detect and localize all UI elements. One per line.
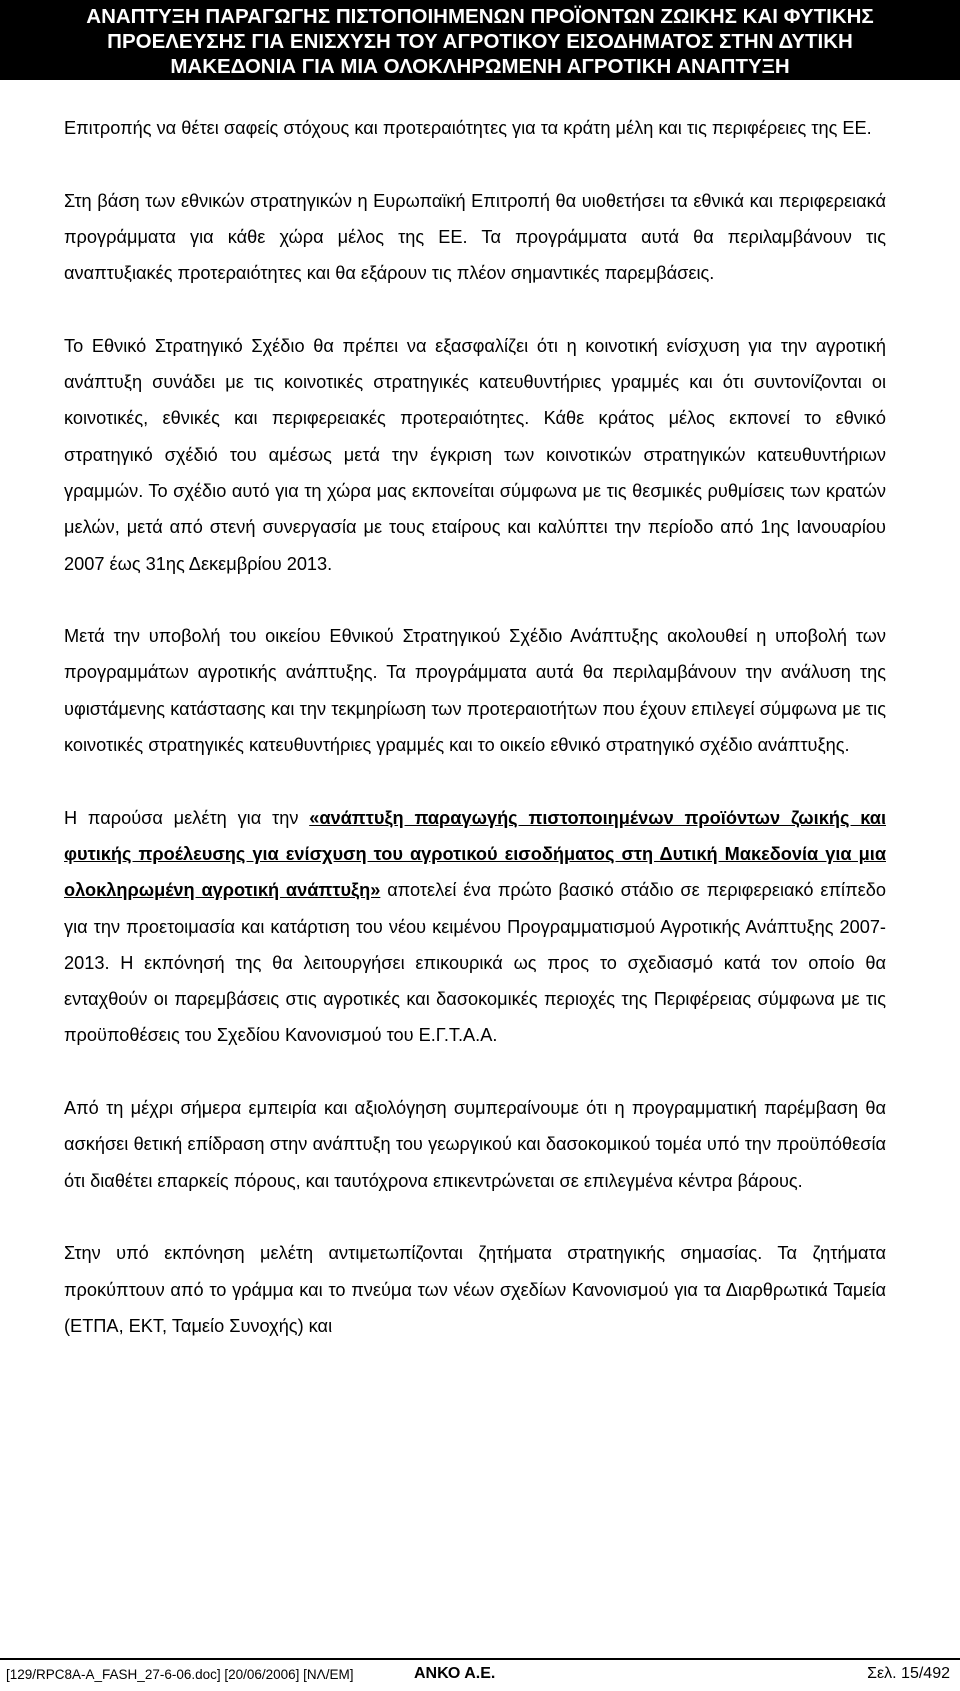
header-title-line-1: ΑΝΑΠΤΥΞΗ ΠΑΡΑΓΩΓΗΣ ΠΙΣΤΟΠΟΙΗΜΕΝΩΝ ΠΡΟΪΟΝΤΩΝ ΖΩΙΚΗΣ ΚΑΙ ΦΥΤΙΚΗΣ [86, 5, 874, 28]
paragraph-1: Επιτροπής να θέτει σαφείς στόχους και προτεραιότητες για τα κράτη μέλη και τις περιφέρειες της ΕΕ. [64, 118, 872, 138]
paragraph-5-intro: Η παρούσα μελέτη για την [64, 807, 310, 828]
document-footer [0, 1661, 960, 1691]
paragraph-5 [64, 800, 886, 1054]
document-body [64, 110, 886, 1344]
footer-divider [0, 1658, 960, 1660]
header-title-line-2: ΠΡΟΕΛΕΥΣΗΣ ΓΙΑ ΕΝΙΣΧΥΣΗ ΤΟΥ ΑΓΡΟΤΙΚΟΥ ΕΙΣΟΔΗΜΑΤΟΣ ΣΤΗΝ ΔΥΤΙΚΗ [107, 30, 853, 53]
footer-company: ΑΝΚΟ Α.Ε. [414, 1665, 496, 1682]
footer-page-number: Σελ. 15/492 [867, 1665, 950, 1682]
study-title-emphasis: «ανάπτυξη παραγωγής πιστοποιημένων προϊόντων ζωικής και φυτικής προέλευσης για ενίσχυση του αγροτικού εισοδήματος στη Δυτική Μακεδονία για μια ολοκληρωμένη αγροτική ανάπτυξη» [64, 807, 886, 901]
paragraph-7: Στην υπό εκπόνηση μελέτη αντιμετωπίζονται ζητήματα στρατηγικής σημασίας. Τα ζητήματα προκύπτουν από το γράμμα και το πνεύμα των νέων σχεδίων Κανονισμού για τα Διαρθρωτικά Ταμεία (ΕΤΠΑ, ΕΚΤ, Ταμείο Συνοχής) και [64, 1243, 886, 1336]
paragraph-3: Το Εθνικό Στρατηγικό Σχέδιο θα πρέπει να εξασφαλίζει ότι η κοινοτική ενίσχυση για την αγροτική ανάπτυξη συνάδει με τις κοινοτικές στρατηγικές κατευθυντήριες γραμμές και ότι συντονίζονται οι κοινοτικές, εθνικές και περιφερειακές προτεραιότητες. Κάθε κράτος μέλος εκπονεί το εθνικό στρατηγικό σχέδιό του αμέσως μετά την έγκριση των κοινοτικών στρατηγικών κατευθυντήριων γραμμών. Το σχέδιο αυτό για τη χώρα μας εκπονείται σύμφωνα με τις θεσμικές ρυθμίσεις των κρατών μελών, μετά από στενή συνεργασία με τους εταίρους και καλύπτει την περίοδο από 1ης Ιανουαρίου 2007 έως 31ης Δεκεμβρίου 2013. [64, 335, 886, 574]
paragraph-4: Μετά την υποβολή του οικείου Εθνικού Στρατηγικού Σχέδιο Ανάπτυξης ακολουθεί η υποβολή των προγραμμάτων αγροτικής ανάπτυξης. Τα προγράμματα αυτά θα περιλαμβάνουν την ανάλυση της υφιστάμενης κατάστασης και την τεκμηρίωση των προτεραιοτήτων που έχουν επιλεγεί σύμφωνα με τις κοινοτικές στρατηγικές κατευθυντήριες γραμμές και το οικείο εθνικό στρατηγικό σχέδιο ανάπτυξης. [64, 626, 886, 756]
footer-file-info: [129/RPC8A-A_FASH_27-6-06.doc] [20/06/2006] [ΝΛ/ΕΜ] [6, 1667, 354, 1682]
paragraph-2: Στη βάση των εθνικών στρατηγικών η Ευρωπαϊκή Επιτροπή θα υιοθετήσει τα εθνικά και περιφερειακά προγράμματα για κάθε χώρα μέλος της ΕΕ. Τα προγράμματα αυτά θα περιλαμβάνουν τις αναπτυξιακές προτεραιότητες και θα εξάρουν τις πλέον σημαντικές παρεμβάσεις. [64, 190, 886, 284]
header-title-line-3: ΜΑΚΕΔΟΝΙΑ ΓΙΑ ΜΙΑ ΟΛΟΚΛΗΡΩΜΕΝΗ ΑΓΡΟΤΙΚΗ ΑΝΑΠΤΥΞΗ [170, 55, 790, 78]
document-header [0, 0, 960, 80]
paragraph-6: Από τη μέχρι σήμερα εμπειρία και αξιολόγηση συμπεραίνουμε ότι η προγραμματική παρέμβαση θα ασκήσει θετική επίδραση στην ανάπτυξη του γεωργικού και δασοκομικού τομέα υπό την προϋπόθεσία ότι διαθέτει επαρκείς πόρους, και ταυτόχρονα επικεντρώνεται σε επιλεγμένα κέντρα βάρους. [64, 1098, 886, 1191]
paragraph-5-rest: αποτελεί ένα πρώτο βασικό στάδιο σε περιφερειακό επίπεδο για την προετοιμασία και κατάρτιση του νέου κειμένου Προγραμματισμού Αγροτικής Ανάπτυξης 2007-2013. Η εκπόνησή της θα λειτουργήσει επικουρικά ως προς το σχεδιασμό κατά τον οποίο θα ενταχθούν οι παρεμβάσεις στις αγροτικές και δασοκομικές περιοχές της Περιφέρειας σύμφωνα με τις προϋποθέσεις του Σχεδίου Κανονισμού του Ε.Γ.Τ.Α.Α. [64, 880, 886, 1046]
